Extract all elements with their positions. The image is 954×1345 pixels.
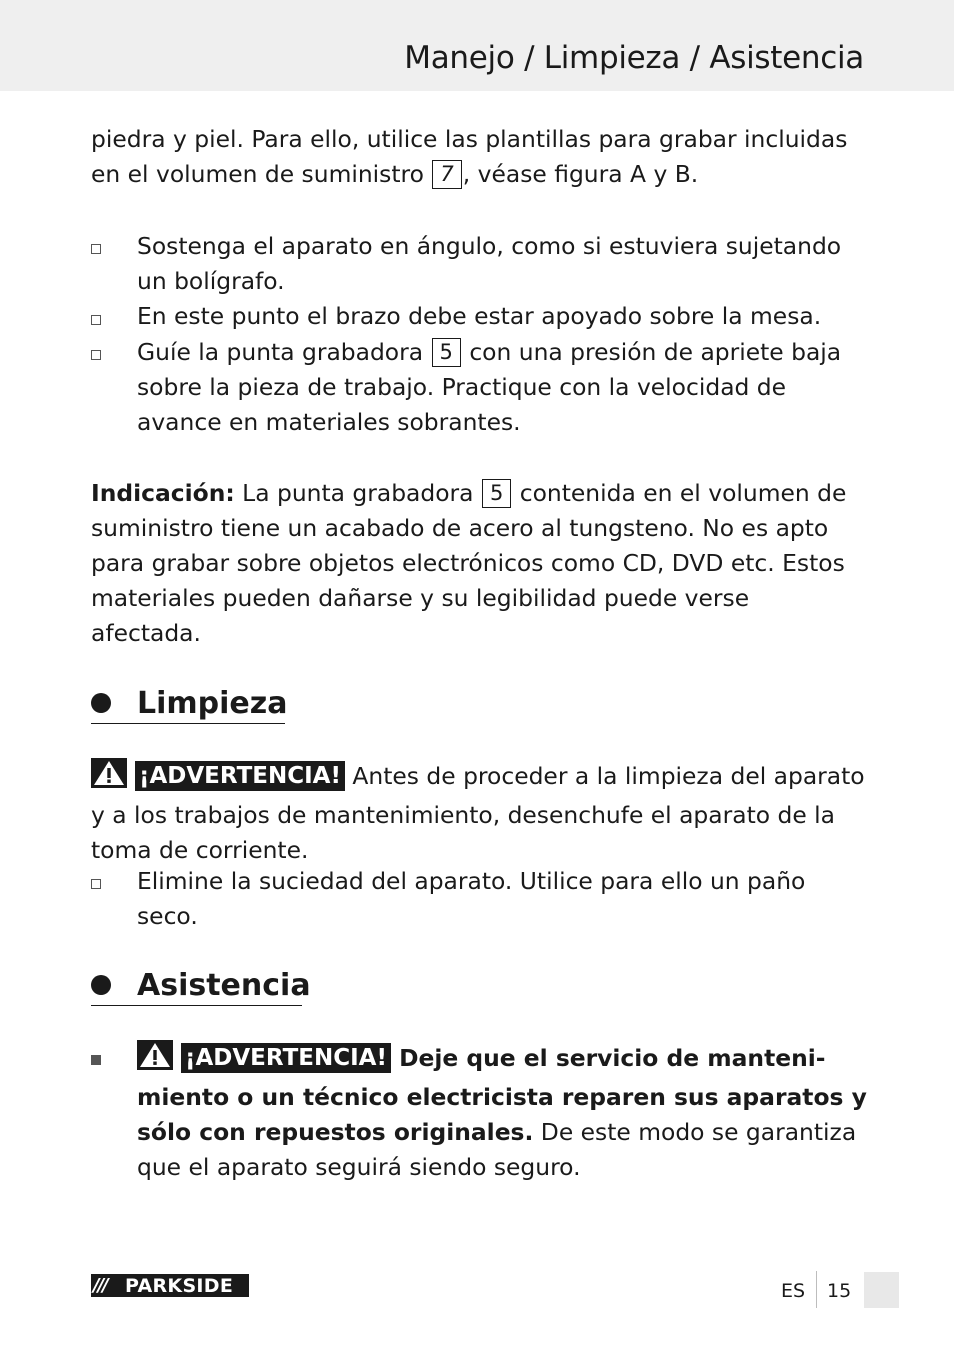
note-label: Indicación: (91, 479, 235, 507)
checkbox-bullet (91, 350, 101, 360)
part-reference: 7 (432, 160, 461, 189)
checkbox-bullet (91, 315, 101, 325)
bullet-dot-icon (91, 693, 111, 713)
part-reference: 5 (432, 338, 461, 367)
warning-text: Antes de proceder a la limpieza del aparato y a los trabajos de mantenimiento, desenchufe el aparato de la toma de corriente. (91, 762, 865, 864)
note-text-end: contenida en el volumen de suministro tiene un acabado de acero al tungsteno. No es apto para grabar sobre objetos electrónicos como CD, DVD etc. Estos materiales pueden dañarse y su legibilidad puede verse afectada. (91, 479, 847, 647)
warning-triangle-icon (137, 1040, 173, 1080)
step-item: Elimine la suciedad del aparato. Utilice para ello un paño seco. (137, 867, 806, 930)
page-header-title: Manejo / Limpieza / Asistencia (404, 40, 864, 76)
step-item: En este punto el brazo debe estar apoyado sobre la mesa. (137, 302, 822, 330)
warning-label: ¡ADVERTENCIA! (181, 1043, 391, 1073)
square-bullet (91, 1055, 101, 1065)
checkbox-bullet (91, 244, 101, 254)
section-heading-service (91, 962, 311, 1008)
bullet-dot-icon (91, 975, 111, 995)
intro-text-end: , véase figura A y B. (462, 160, 699, 188)
note-paragraph (91, 476, 866, 651)
part-reference: 5 (482, 479, 511, 508)
heading-text: Limpieza (137, 685, 288, 721)
heading-underline (91, 1005, 302, 1006)
warning-triangle-icon (91, 758, 127, 798)
logo-text: PARKSIDE (125, 1274, 234, 1297)
language-code: ES (781, 1280, 806, 1302)
cleaning-warning (91, 758, 866, 868)
step-text-end: con una presión de apriete baja sobre la pieza de trabajo. Practique con la velocidad de avance en materiales sobrantes. (137, 338, 842, 436)
warning-bold-text: Deje que el servicio de manteni-miento o un técnico electricista reparen sus aparatos y sólo con repuestos originales. (137, 1044, 867, 1146)
logo-slashes: /// (93, 1275, 107, 1296)
warning-text: De este modo se garantiza que el aparato seguirá siendo seguro. (137, 1118, 857, 1181)
intro-text: piedra y piel. Para ello, utilice las plantillas para grabar incluidas en el volumen de suministro (91, 125, 848, 188)
parkside-logo (91, 1274, 249, 1297)
heading-underline (91, 723, 285, 724)
page-tab-marker (864, 1272, 899, 1308)
step-text: Guíe la punta grabadora (137, 338, 431, 366)
checkbox-bullet (91, 879, 101, 889)
warning-label: ¡ADVERTENCIA! (135, 761, 345, 791)
footer-divider (816, 1271, 817, 1308)
intro-paragraph (91, 122, 866, 192)
step-item (137, 335, 867, 440)
heading-text: Asistencia (137, 967, 311, 1003)
page-number: 15 (827, 1280, 852, 1302)
step-item: Sostenga el aparato en ángulo, como si estuviera sujetando un bolígrafo. (137, 232, 842, 295)
service-warning (137, 1040, 867, 1185)
section-heading-cleaning (91, 680, 287, 726)
note-text: La punta grabadora (234, 479, 481, 507)
